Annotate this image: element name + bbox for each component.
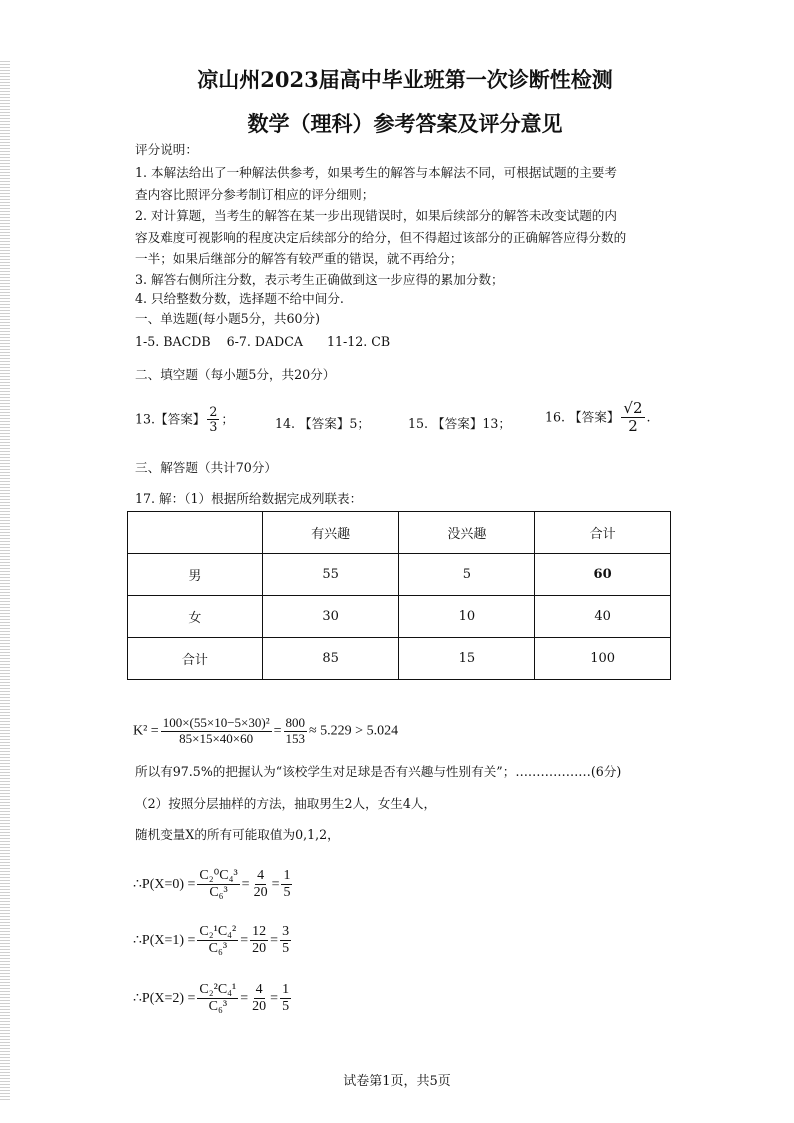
- numerator: C₂¹C₄²: [197, 924, 238, 941]
- table-cell: 女: [128, 596, 263, 638]
- fill-answer-13: [135, 405, 234, 435]
- formula-lhs: ∴P(X=1) =: [133, 932, 196, 948]
- denominator: C₆³: [208, 941, 228, 957]
- table-cell: 85: [262, 638, 399, 680]
- denominator: C₆³: [208, 999, 228, 1015]
- fraction: [197, 982, 238, 1015]
- numerator: 100×(55×10−5×30)²: [162, 715, 270, 730]
- table-cell: 15: [399, 638, 535, 680]
- document-subtitle: 数学（理科）参考答案及评分意见: [247, 111, 563, 136]
- probability-x1: ∴P(X=1) = $\frac{\text{C₂¹C₄²}}{\text{C₆³}}$ = $\frac{12}{20}$ = $\frac{3}{5}$: [133, 924, 290, 957]
- probability-x0: ∴P(X=0) = $\frac{\text{C₂⁰C₄³}}{\text{C₆³}}$ = $\frac{4}{20}$ = $\frac{1}{5}$: [133, 868, 291, 901]
- q17-intro: 17. 解：（1）根据所给数据完成列联表：: [135, 491, 363, 506]
- numerator: 800: [285, 715, 305, 730]
- formula-lhs: K² =: [133, 723, 159, 739]
- fill-answer-label: 16. 【答案】: [545, 409, 620, 425]
- numerator: 12: [250, 924, 268, 941]
- conclusion: 所以有97.5%的把握认为“该校学生对足球是否有兴趣与性别有关”；………………(6分): [135, 764, 622, 779]
- probability-x2: ∴P(X=2) = $\frac{\text{C₂²C₄¹}}{\text{C₆³}}$ = $\frac{4}{20}$ = $\frac{1}{5}$: [133, 982, 290, 1015]
- table-cell: 有兴趣: [262, 512, 399, 554]
- note-line: 4. 只给整数分数，选择题不给中间分.: [135, 291, 344, 306]
- contingency-table: [127, 511, 671, 680]
- denominator: 3: [209, 419, 218, 435]
- table-cell: 100: [535, 638, 671, 680]
- table-row: [128, 638, 671, 680]
- note-line: 查内容比照评分参考制订相应的评分细则；: [135, 187, 375, 202]
- formula-result: ≈ 5.229 > 5.024: [309, 723, 399, 739]
- fill-answer-label: 13.【答案】: [135, 411, 206, 427]
- table-cell: 合计: [128, 638, 263, 680]
- note-line: 1. 本解法给出了一种解法供参考，如果考生的解答与本解法不同，可根据试题的主要考: [135, 165, 617, 180]
- document-title: 凉山州2023届高中毕业班第一次诊断性检测: [197, 67, 613, 92]
- fraction: [250, 924, 268, 957]
- numerator: 1: [280, 982, 291, 999]
- denominator: 5: [282, 999, 290, 1015]
- denominator: 5: [282, 941, 290, 957]
- values-line: 随机变量X的所有可能取值为0,1,2，: [135, 827, 340, 842]
- fraction: [207, 405, 219, 435]
- table-cell: [128, 512, 263, 554]
- part-2: （2）按照分层抽样的方法，抽取男生2人，女生4人，: [135, 796, 437, 811]
- fraction: [621, 400, 644, 436]
- denominator: C₆³: [209, 885, 228, 901]
- numerator: 1: [281, 868, 292, 885]
- table-cell: 10: [399, 596, 535, 638]
- denominator: 85×15×40×60: [179, 730, 254, 746]
- fill-answer-16: [545, 400, 651, 436]
- fraction: [280, 982, 291, 1015]
- section-heading: 一、单选题(每小题5分，共60分): [135, 311, 320, 326]
- section-heading: 二、填空题（每小题5分，共20分）: [135, 367, 336, 382]
- note-line: 容及难度可视影响的程度决定后续部分的给分，但不得超过该部分的正确解答应得分数的: [135, 230, 627, 245]
- formula-lhs: ∴P(X=0) =: [133, 876, 196, 892]
- fraction: [250, 982, 268, 1015]
- table-cell: 合计: [535, 512, 671, 554]
- note-line: 一半；如果后继部分的解答有较严重的错误，就不再给分；: [135, 251, 463, 266]
- denominator: 20: [252, 999, 267, 1015]
- section-heading: 三、解答题（共计70分）: [135, 460, 277, 475]
- note-line: 2. 对计算题，当考生的解答在某一步出现错误时，如果后续部分的解答未改变试题的内: [135, 208, 617, 223]
- fraction: [281, 868, 292, 901]
- choice-answers: 1-5. BACDB 6-7. DADCA 11-12. CB: [135, 334, 391, 349]
- table-cell: 男: [128, 554, 263, 596]
- page-footer: 试卷第1页，共5页: [343, 1074, 451, 1089]
- formula-lhs: ∴P(X=2) =: [133, 990, 196, 1006]
- table-cell: 40: [535, 596, 671, 638]
- table-row: [128, 554, 671, 596]
- numerator: √2: [623, 399, 643, 417]
- fraction: [161, 716, 272, 747]
- fraction: [252, 868, 270, 901]
- numerator: C₂²C₄¹: [197, 982, 238, 999]
- numerator: C₂⁰C₄³: [197, 868, 239, 885]
- table-cell: 30: [262, 596, 399, 638]
- fraction: [284, 716, 308, 747]
- table-cell: 5: [399, 554, 535, 596]
- numerator: 4: [255, 868, 266, 885]
- table-cell: 60: [535, 554, 671, 596]
- scan-edge: [0, 60, 10, 1100]
- table-cell: 没兴趣: [399, 512, 535, 554]
- denominator: 20: [252, 941, 267, 957]
- fraction: [197, 868, 239, 901]
- numerator: 4: [254, 982, 265, 999]
- equals-sign: =: [273, 723, 282, 739]
- note-line: 3. 解答右侧所注分数，表示考生正确做到这一步应得的累加分数；: [135, 272, 504, 287]
- fraction: [197, 924, 238, 957]
- table-row: [128, 596, 671, 638]
- fill-answer-15: 15. 【答案】13；: [408, 416, 512, 431]
- denominator: 2: [628, 417, 638, 436]
- denominator: 20: [253, 885, 268, 901]
- k-squared-formula: [133, 716, 398, 747]
- numerator: 2: [209, 404, 218, 419]
- table-header-row: [128, 512, 671, 554]
- denominator: 5: [283, 885, 291, 901]
- fraction: [280, 924, 291, 957]
- numerator: 3: [280, 924, 291, 941]
- punctuation: ；: [221, 411, 235, 427]
- punctuation: .: [646, 409, 651, 425]
- denominator: 153: [285, 730, 305, 746]
- notes-heading: 评分说明：: [135, 142, 198, 157]
- table-cell: 55: [262, 554, 399, 596]
- fill-answer-14: 14. 【答案】5；: [275, 416, 371, 431]
